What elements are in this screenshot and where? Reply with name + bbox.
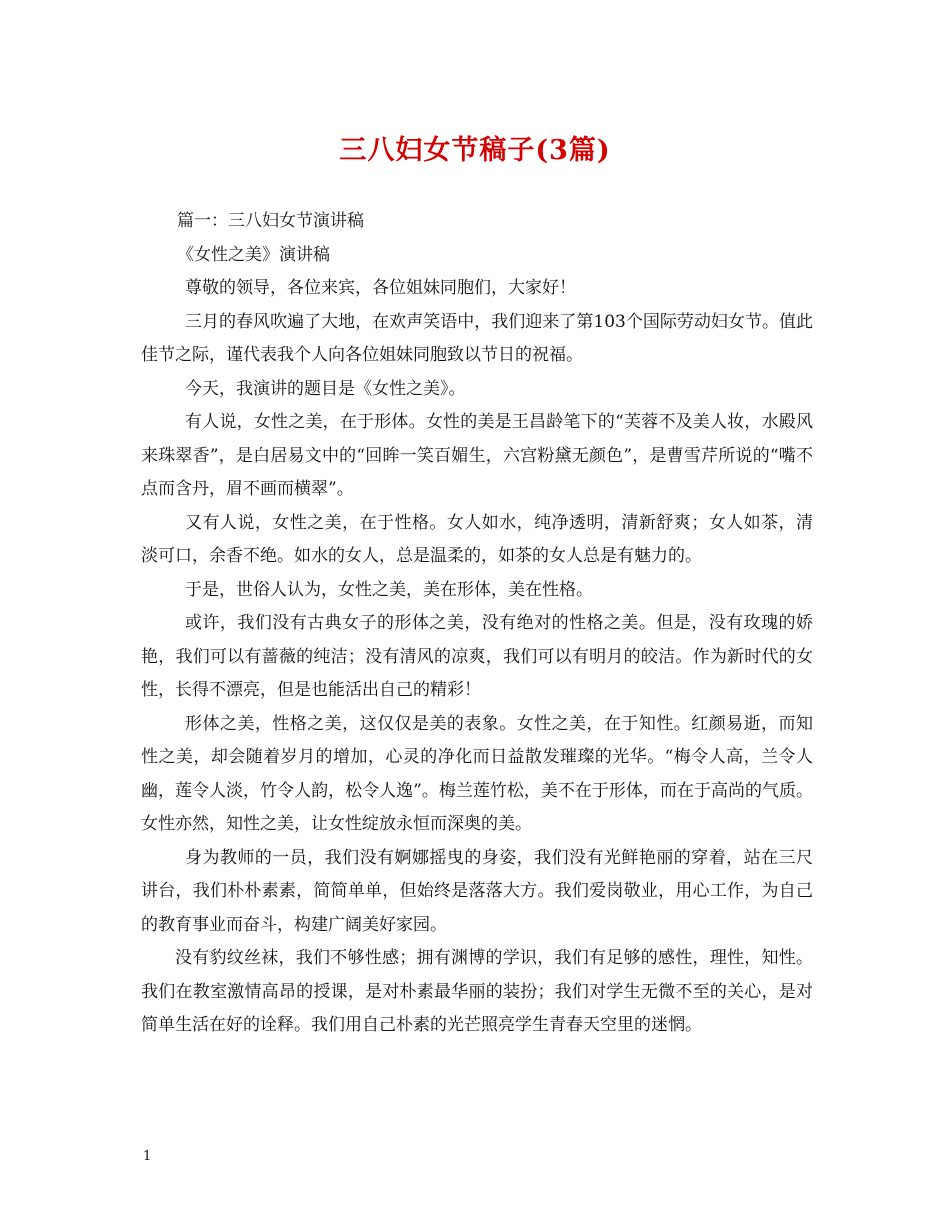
paragraph: 没有豹纹丝袜，我们不够性感；拥有渊博的学识，我们有足够的感性，理性，知性。我们在教室激情高昂的授课，是对朴素最华丽的装扮；我们对学生无微不至的关心，是对简单生活在好的诠释。我们用自己朴素的光芒照亮学生青春天空里的迷惘。 <box>141 948 813 1035</box>
paragraph: 形体之美，性格之美，这仅仅是美的表象。女性之美，在于知性。红颜易逝，而知性之美，却会随着岁月的增加，心灵的净化而日益散发璀璨的光华。“梅令人高，兰令人幽，莲令人淡，竹令人韵，松令人逸”。梅兰莲竹松，美不在于形体，而在于高尚的气质。女性亦然，知性之美，让女性绽放永恒而深奥的美。 <box>141 713 813 834</box>
document-title: 三八妇女节稿子(3篇) <box>339 135 611 166</box>
paragraph: 有人说，女性之美，在于形体。女性的美是王昌龄笔下的“芙蓉不及美人妆，水殿风来珠翠香”，是白居易文中的“回眸一笑百媚生，六宫粉黛无颜色”，是曹雪芹所说的“嘴不点而含丹，眉不画而横翠”。 <box>141 412 813 499</box>
paragraph: 或许，我们没有古典女子的形体之美，没有绝对的性格之美。但是，没有玫瑰的娇艳，我们可以有蔷薇的纯洁；没有清风的凉爽，我们可以有明月的皎洁。作为新时代的女性，长得不漂亮，但是也能活出自己的精彩！ <box>141 613 813 700</box>
paragraph: 今天，我演讲的题目是《女性之美》。 <box>185 378 466 399</box>
section-heading: 篇一：三八妇女节演讲稿 <box>177 211 364 231</box>
paragraph: 身为教师的一员，我们没有婀娜摇曳的身姿，我们没有光鲜艳丽的穿着，站在三尺讲台，我们朴朴素素，简简单单，但始终是落落大方。我们爱岗敬业，用心工作，为自己的教育事业而奋斗，构建广阔美好家园。 <box>141 847 813 935</box>
paragraph: 又有人说，女性之美，在于性格。女人如水，纯净透明，清新舒爽；女人如茶，清淡可口，余香不绝。如水的女人，总是温柔的，如茶的女人总是有魅力的。 <box>141 512 813 566</box>
paragraph: 于是，世俗人认为，女性之美，美在形体，美在性格。 <box>185 579 593 600</box>
speech-title: 《女性之美》演讲稿 <box>177 244 330 265</box>
document-body <box>141 205 813 1043</box>
paragraph: 三月的春风吹遍了大地，在欢声笑语中，我们迎来了第103个国际劳动妇女节。值此佳节之际，谨代表我个人向各位姐妹同胞致以节日的祝福。 <box>141 311 813 365</box>
paragraph: 尊敬的领导，各位来宾，各位姐妹同胞们，大家好！ <box>185 278 576 298</box>
page-number: 1 <box>143 1149 152 1164</box>
